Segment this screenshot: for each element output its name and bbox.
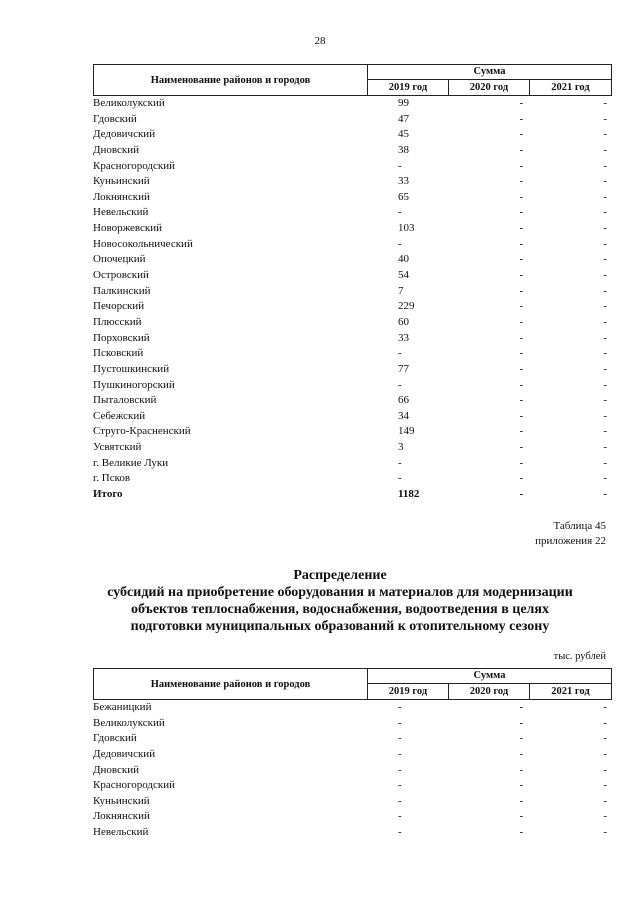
section-title-line: подготовки муниципальных образований к отопительному сезону bbox=[130, 619, 550, 634]
table-row bbox=[93, 362, 612, 378]
value-2021: - bbox=[603, 488, 607, 501]
value-2021: - bbox=[603, 128, 607, 141]
value-2021: - bbox=[603, 315, 607, 328]
value-2021: - bbox=[603, 472, 607, 485]
value-2021: - bbox=[603, 810, 607, 823]
value-2019: - bbox=[398, 747, 402, 760]
value-2019: 38 bbox=[398, 143, 409, 156]
value-2020: - bbox=[519, 425, 524, 438]
value-2019: 33 bbox=[398, 175, 409, 188]
value-2019: 3 bbox=[398, 441, 404, 454]
value-2019: - bbox=[398, 378, 402, 391]
value-2020: - bbox=[519, 300, 524, 313]
section-title-line: Распределение bbox=[293, 568, 387, 583]
value-2019: 33 bbox=[398, 331, 409, 344]
district-name: Дновский bbox=[93, 763, 140, 776]
column-header-year: 2020 год bbox=[449, 80, 530, 95]
district-name: Дедовичский bbox=[93, 128, 156, 141]
table-row bbox=[93, 424, 612, 440]
table-body bbox=[93, 96, 612, 503]
district-name: Гдовский bbox=[93, 732, 137, 745]
value-2020: - bbox=[519, 97, 524, 109]
value-2021: - bbox=[603, 409, 607, 422]
district-name: Пустошкинский bbox=[93, 362, 170, 375]
value-2021: - bbox=[603, 732, 607, 745]
table-caption bbox=[535, 520, 606, 547]
value-2021: - bbox=[603, 222, 607, 235]
value-2019: - bbox=[398, 472, 402, 485]
value-2021: - bbox=[603, 716, 607, 729]
value-2020: - bbox=[519, 362, 524, 375]
value-2020: - bbox=[519, 409, 524, 422]
table-row bbox=[93, 268, 612, 284]
value-2021: - bbox=[603, 394, 607, 407]
value-2021: - bbox=[603, 175, 607, 188]
value-2020: - bbox=[519, 112, 524, 125]
value-2021: - bbox=[603, 284, 607, 297]
value-2021: - bbox=[603, 747, 607, 760]
column-header-sum: Сумма bbox=[368, 65, 611, 80]
value-2020: - bbox=[519, 794, 524, 807]
value-2021: - bbox=[603, 701, 607, 713]
value-2020: - bbox=[519, 206, 524, 219]
value-2020: - bbox=[519, 441, 524, 454]
value-2021: - bbox=[603, 190, 607, 203]
table-row bbox=[93, 456, 612, 472]
value-2019: 45 bbox=[398, 128, 409, 141]
district-name: г. Псков bbox=[93, 472, 131, 485]
value-2019: - bbox=[398, 237, 402, 250]
value-2021: - bbox=[603, 331, 607, 344]
value-2020: - bbox=[519, 269, 524, 282]
table-row bbox=[93, 778, 612, 794]
column-header-year: 2020 год bbox=[449, 684, 530, 699]
district-name: Палкинский bbox=[93, 284, 151, 297]
value-2021: - bbox=[603, 300, 607, 313]
value-2021: - bbox=[603, 159, 607, 172]
section-title-line: субсидий на приобретение оборудования и материалов для модернизации bbox=[107, 585, 573, 600]
table-row bbox=[93, 700, 612, 716]
value-2019: 1182 bbox=[398, 488, 420, 501]
district-name: Невельский bbox=[93, 826, 149, 839]
total-row bbox=[93, 487, 612, 503]
table-row bbox=[93, 825, 612, 841]
district-name: Куньинский bbox=[93, 794, 150, 807]
value-2021: - bbox=[603, 112, 607, 125]
value-2019: - bbox=[398, 763, 402, 776]
column-header-sum: Сумма bbox=[368, 669, 611, 684]
value-2019: 47 bbox=[398, 112, 409, 125]
value-2019: - bbox=[398, 206, 402, 219]
district-name: Красногородский bbox=[93, 779, 176, 792]
column-header-year: 2021 год bbox=[551, 686, 590, 697]
value-2019: 40 bbox=[398, 253, 409, 266]
value-2020: - bbox=[519, 378, 524, 391]
district-name: Локнянский bbox=[93, 190, 150, 203]
district-name: г. Великие Луки bbox=[93, 456, 169, 469]
column-header-year: 2021 год bbox=[551, 82, 590, 93]
table-row bbox=[93, 143, 612, 159]
table-label: Таблица 45 bbox=[553, 520, 606, 532]
value-2020: - bbox=[519, 488, 524, 501]
table-row bbox=[93, 409, 612, 425]
value-2020: - bbox=[519, 394, 524, 407]
value-2021: - bbox=[603, 143, 607, 156]
value-2019: 229 bbox=[398, 300, 415, 313]
district-name: Бежаницкий bbox=[93, 701, 152, 713]
value-2020: - bbox=[519, 143, 524, 156]
value-2021: - bbox=[603, 347, 607, 360]
table-row bbox=[93, 471, 612, 487]
subsidy-table-2 bbox=[93, 668, 612, 841]
value-2019: - bbox=[398, 716, 402, 729]
value-2020: - bbox=[519, 472, 524, 485]
district-name: Порховский bbox=[93, 331, 150, 344]
value-2019: 54 bbox=[398, 269, 409, 282]
table-row bbox=[93, 378, 612, 394]
value-2020: - bbox=[519, 284, 524, 297]
value-2019: - bbox=[398, 701, 402, 713]
value-2021: - bbox=[603, 206, 607, 219]
value-2021: - bbox=[603, 779, 607, 792]
table-row bbox=[93, 190, 612, 206]
value-2019: 66 bbox=[398, 394, 409, 407]
value-2019: - bbox=[398, 159, 402, 172]
table-row bbox=[93, 809, 612, 825]
table-row bbox=[93, 221, 612, 237]
district-name: Пыталовский bbox=[93, 394, 157, 407]
district-name: Гдовский bbox=[93, 112, 137, 125]
value-2020: - bbox=[519, 237, 524, 250]
value-2020: - bbox=[519, 315, 524, 328]
district-name: Пушкиногорский bbox=[93, 378, 175, 391]
page-number: 28 bbox=[314, 35, 326, 47]
value-2019: 7 bbox=[398, 284, 404, 297]
district-name: Себежский bbox=[93, 409, 146, 422]
value-2019: - bbox=[398, 794, 402, 807]
value-2021: - bbox=[603, 237, 607, 250]
district-name: Усвятский bbox=[93, 441, 142, 454]
district-name: Невельский bbox=[93, 206, 149, 219]
district-name: Новоржевский bbox=[93, 222, 163, 235]
value-2020: - bbox=[519, 331, 524, 344]
table-row bbox=[93, 315, 612, 331]
table-row bbox=[93, 96, 612, 112]
value-2019: - bbox=[398, 456, 402, 469]
value-2021: - bbox=[603, 826, 607, 839]
table-header bbox=[93, 668, 612, 700]
table-row bbox=[93, 716, 612, 732]
table-row bbox=[93, 284, 612, 300]
value-2019: 103 bbox=[398, 222, 415, 235]
value-2021: - bbox=[603, 378, 607, 391]
value-2020: - bbox=[519, 763, 524, 776]
value-2019: - bbox=[398, 826, 402, 839]
value-2020: - bbox=[519, 253, 524, 266]
value-2021: - bbox=[603, 456, 607, 469]
table-row bbox=[93, 763, 612, 779]
units-label: тыс. рублей bbox=[553, 651, 606, 662]
value-2020: - bbox=[519, 779, 524, 792]
value-2020: - bbox=[519, 159, 524, 172]
value-2020: - bbox=[519, 826, 524, 839]
table-row bbox=[93, 331, 612, 347]
table-row bbox=[93, 299, 612, 315]
value-2020: - bbox=[519, 456, 524, 469]
value-2020: - bbox=[519, 732, 524, 745]
district-name: Великолукский bbox=[93, 97, 165, 109]
value-2020: - bbox=[519, 190, 524, 203]
value-2021: - bbox=[603, 269, 607, 282]
table-row bbox=[93, 794, 612, 810]
district-name: Красногородский bbox=[93, 159, 176, 172]
value-2019: - bbox=[398, 732, 402, 745]
column-header-name: Наименование районов и городов bbox=[94, 65, 368, 95]
value-2021: - bbox=[603, 763, 607, 776]
table-row bbox=[93, 205, 612, 221]
table-row bbox=[93, 127, 612, 143]
section-title-line: объектов теплоснабжения, водоснабжения, водоотведения в целях bbox=[131, 602, 549, 617]
table-row bbox=[93, 731, 612, 747]
district-name: Псковский bbox=[93, 347, 144, 360]
district-name: Дновский bbox=[93, 143, 140, 156]
district-name: Островский bbox=[93, 269, 149, 282]
value-2019: 60 bbox=[398, 315, 409, 328]
table-row bbox=[93, 159, 612, 175]
value-2020: - bbox=[519, 716, 524, 729]
table-header bbox=[93, 64, 612, 96]
district-name: Локнянский bbox=[93, 810, 150, 823]
district-name: Великолукский bbox=[93, 716, 165, 729]
value-2021: - bbox=[603, 362, 607, 375]
value-2020: - bbox=[519, 347, 524, 360]
value-2019: 149 bbox=[398, 425, 415, 438]
column-header-year: 2019 год bbox=[368, 80, 449, 95]
value-2020: - bbox=[519, 222, 524, 235]
value-2021: - bbox=[603, 794, 607, 807]
appendix-label: приложения 22 bbox=[535, 535, 606, 547]
value-2020: - bbox=[519, 175, 524, 188]
table-row bbox=[93, 237, 612, 253]
district-name: Плюсский bbox=[93, 315, 142, 328]
table-row bbox=[93, 112, 612, 128]
district-name: Итого bbox=[93, 488, 123, 501]
table-body bbox=[93, 700, 612, 841]
subsidy-table-1 bbox=[93, 64, 612, 503]
value-2021: - bbox=[603, 425, 607, 438]
table-row bbox=[93, 393, 612, 409]
value-2019: 77 bbox=[398, 362, 409, 375]
district-name: Куньинский bbox=[93, 175, 150, 188]
value-2019: - bbox=[398, 779, 402, 792]
value-2019: - bbox=[398, 347, 402, 360]
table-row bbox=[93, 346, 612, 362]
table-row bbox=[93, 440, 612, 456]
district-name: Струго-Красненский bbox=[93, 425, 191, 438]
table-row bbox=[93, 252, 612, 268]
value-2021: - bbox=[603, 97, 607, 109]
table-row bbox=[93, 747, 612, 763]
value-2021: - bbox=[603, 441, 607, 454]
column-header-year: 2019 год bbox=[368, 684, 449, 699]
section-title bbox=[60, 567, 620, 635]
value-2020: - bbox=[519, 810, 524, 823]
district-name: Дедовичский bbox=[93, 747, 156, 760]
value-2019: 34 bbox=[398, 409, 409, 422]
value-2020: - bbox=[519, 701, 524, 713]
value-2019: - bbox=[398, 810, 402, 823]
value-2020: - bbox=[519, 128, 524, 141]
district-name: Опочецкий bbox=[93, 253, 146, 266]
value-2021: - bbox=[603, 253, 607, 266]
district-name: Новосокольнический bbox=[93, 237, 193, 250]
table-row bbox=[93, 174, 612, 190]
column-header-name: Наименование районов и городов bbox=[94, 669, 368, 699]
value-2020: - bbox=[519, 747, 524, 760]
district-name: Печорский bbox=[93, 300, 145, 313]
value-2019: 99 bbox=[398, 97, 409, 109]
value-2019: 65 bbox=[398, 190, 409, 203]
